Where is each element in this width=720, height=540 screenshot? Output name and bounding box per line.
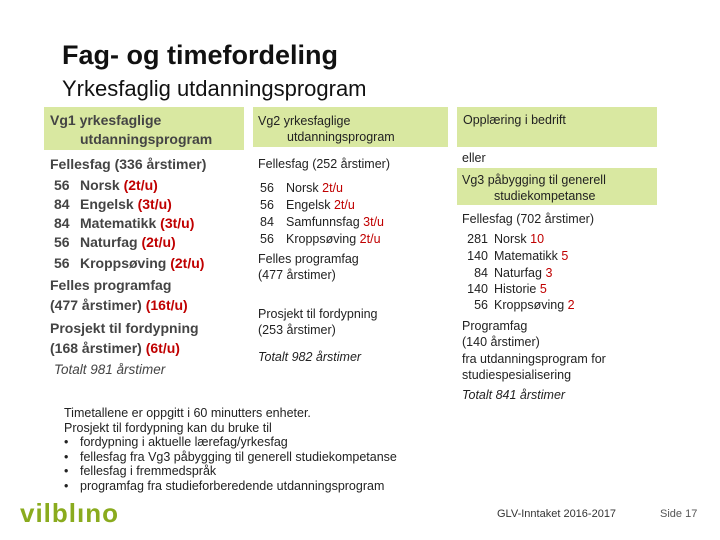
subject-rate: 2t/u bbox=[359, 232, 381, 246]
subject-name: Kroppsøving bbox=[286, 232, 357, 246]
subject-rate: 2t/u bbox=[322, 181, 343, 195]
subject-name: Engelsk bbox=[286, 198, 331, 212]
subject-name: Historie bbox=[494, 282, 537, 296]
subject-hours: 84 bbox=[54, 215, 70, 231]
vg2-total: Totalt 982 årstimer bbox=[258, 350, 362, 364]
vg1-programfag-line2 bbox=[50, 296, 188, 315]
vg1-programfag-line1: Felles programfag bbox=[50, 277, 172, 293]
notes-bullet bbox=[64, 464, 397, 479]
subject-rate: (3t/u) bbox=[160, 215, 195, 231]
bullet-icon: • bbox=[64, 435, 69, 449]
subject-rate: (2t/u) bbox=[123, 177, 158, 193]
vg2-programfag-line2: (477 årstimer) bbox=[258, 268, 336, 282]
prosjekt-hours: (168 årstimer) bbox=[50, 340, 142, 356]
vg3-fellesfag: Fellesfag (702 årstimer) bbox=[462, 212, 594, 226]
subject-hours: 140 bbox=[467, 282, 488, 296]
subject-name: Matematikk bbox=[494, 249, 558, 263]
vg3-subject-row bbox=[456, 231, 544, 247]
notes-bullet bbox=[64, 479, 397, 494]
vg2-prosjekt-line2: (253 årstimer) bbox=[258, 323, 336, 337]
subject-name: Kroppsøving bbox=[80, 255, 167, 271]
subject-hours: 56 bbox=[260, 181, 274, 195]
notes-line2: Prosjekt til fordypning kan du bruke til bbox=[64, 420, 272, 435]
notes-block bbox=[64, 406, 397, 493]
subject-rate: 10 bbox=[530, 232, 545, 246]
vg2-prosjekt-line1: Prosjekt til fordypning bbox=[258, 307, 378, 321]
subject-rate: 2t/u bbox=[333, 198, 355, 212]
vg2-subject-row bbox=[260, 197, 355, 213]
subject-rate: 3 bbox=[545, 266, 553, 280]
eller-label: eller bbox=[462, 151, 486, 165]
opplaering-header: Opplæring i bedrift bbox=[463, 113, 566, 127]
vilbino-logo: vilblıno bbox=[20, 498, 119, 528]
subject-rate: 5 bbox=[539, 282, 547, 296]
bullet-icon: • bbox=[64, 478, 69, 493]
page-subtitle: Yrkesfaglig utdanningsprogram bbox=[62, 76, 367, 101]
subject-hours: 140 bbox=[467, 249, 488, 263]
vg1-subject-row bbox=[54, 233, 176, 252]
vg2-subject-row bbox=[260, 180, 343, 196]
footer-center-text: GLV-Inntaket 2016-2017 bbox=[497, 508, 617, 520]
subject-name: Naturfag bbox=[494, 266, 542, 280]
vg1-fellesfag: Fellesfag (336 årstimer) bbox=[50, 156, 207, 172]
page-number: Side 17 bbox=[660, 508, 698, 520]
vg1-subject-row bbox=[54, 176, 158, 195]
subject-rate: 2 bbox=[567, 298, 575, 312]
vg1-subject-row bbox=[54, 195, 172, 214]
notes-bullet bbox=[64, 435, 397, 450]
subject-name: Kroppsøving bbox=[494, 298, 565, 312]
vg3-subject-row bbox=[456, 265, 552, 281]
notes-bullet bbox=[64, 450, 397, 465]
bullet-icon: • bbox=[64, 464, 69, 478]
vg3-subject-row bbox=[456, 297, 575, 313]
vg3-programfag-line2: (140 årstimer) bbox=[462, 335, 540, 349]
vg3-programfag-line4: studiespesialisering bbox=[462, 368, 572, 382]
subject-name: Norsk bbox=[286, 181, 319, 195]
subject-name: Norsk bbox=[494, 232, 527, 246]
vg3-header-line1: Vg3 påbygging til generell bbox=[462, 173, 606, 187]
subject-name: Naturfag bbox=[80, 234, 138, 250]
vg1-prosjekt-line2 bbox=[50, 339, 180, 358]
subject-hours: 56 bbox=[260, 198, 274, 212]
subject-rate: (2t/u) bbox=[170, 255, 205, 271]
subject-hours: 56 bbox=[474, 298, 488, 312]
subject-name: Matematikk bbox=[80, 215, 157, 231]
subject-rate: 5 bbox=[561, 249, 569, 263]
subject-rate: (3t/u) bbox=[137, 196, 172, 212]
bullet-text: fordypning i aktuelle lærefag/yrkesfag bbox=[80, 435, 288, 449]
vg1-header-line2: utdanningsprogram bbox=[80, 131, 213, 147]
vg2-subject-row bbox=[260, 214, 384, 230]
vg3-programfag-line1: Programfag bbox=[462, 319, 528, 333]
bullet-icon: • bbox=[64, 449, 69, 464]
vg3-programfag-line3: fra utdanningsprogram for bbox=[462, 352, 606, 366]
bullet-text: programfag fra studieforberedende utdanningsprogram bbox=[80, 478, 385, 493]
vg1-subject-row bbox=[54, 254, 204, 273]
subject-rate: 3t/u bbox=[363, 215, 385, 229]
subject-hours: 84 bbox=[260, 215, 274, 229]
vg2-subject-row bbox=[260, 231, 381, 247]
page-title: Fag- og timefordeling bbox=[62, 40, 338, 70]
vg2-header-line2: utdanningsprogram bbox=[287, 130, 395, 144]
notes-line1: Timetallene er oppgitt i 60 minutters enheter. bbox=[64, 406, 311, 420]
programfag-rate: (16t/u) bbox=[145, 297, 188, 313]
vg3-subject-row bbox=[456, 281, 547, 297]
subject-name: Norsk bbox=[80, 177, 120, 193]
prosjekt-rate: (6t/u) bbox=[145, 340, 180, 356]
programfag-hours: (477 årstimer) bbox=[50, 297, 142, 313]
vg3-header-line2: studiekompetanse bbox=[494, 189, 596, 203]
bullet-text: fellesfag fra Vg3 påbygging til generell studiekompetanse bbox=[80, 449, 397, 464]
vg1-header-line1: Vg1 yrkesfaglige bbox=[50, 112, 162, 128]
vg1-subject-row bbox=[54, 214, 194, 233]
vg1-prosjekt-line1: Prosjekt til fordypning bbox=[50, 320, 199, 336]
subject-hours: 56 bbox=[54, 177, 70, 193]
subject-hours: 281 bbox=[467, 232, 488, 246]
subject-rate: (2t/u) bbox=[141, 234, 176, 250]
vg2-fellesfag: Fellesfag (252 årstimer) bbox=[258, 157, 390, 171]
subject-name: Samfunnsfag bbox=[286, 215, 360, 229]
vg2-programfag-line1: Felles programfag bbox=[258, 252, 359, 266]
subject-hours: 56 bbox=[54, 255, 70, 271]
vg2-header-line1: Vg2 yrkesfaglige bbox=[258, 114, 351, 128]
subject-name: Engelsk bbox=[80, 196, 134, 212]
vg1-total: Totalt 981 årstimer bbox=[54, 362, 166, 377]
vg3-total: Totalt 841 årstimer bbox=[462, 388, 566, 402]
bullet-text: fellesfag i fremmedspråk bbox=[80, 464, 217, 478]
subject-hours: 84 bbox=[54, 196, 70, 212]
subject-hours: 56 bbox=[260, 232, 274, 246]
subject-hours: 84 bbox=[474, 266, 488, 280]
subject-hours: 56 bbox=[54, 234, 70, 250]
vg3-subject-row bbox=[456, 248, 568, 264]
